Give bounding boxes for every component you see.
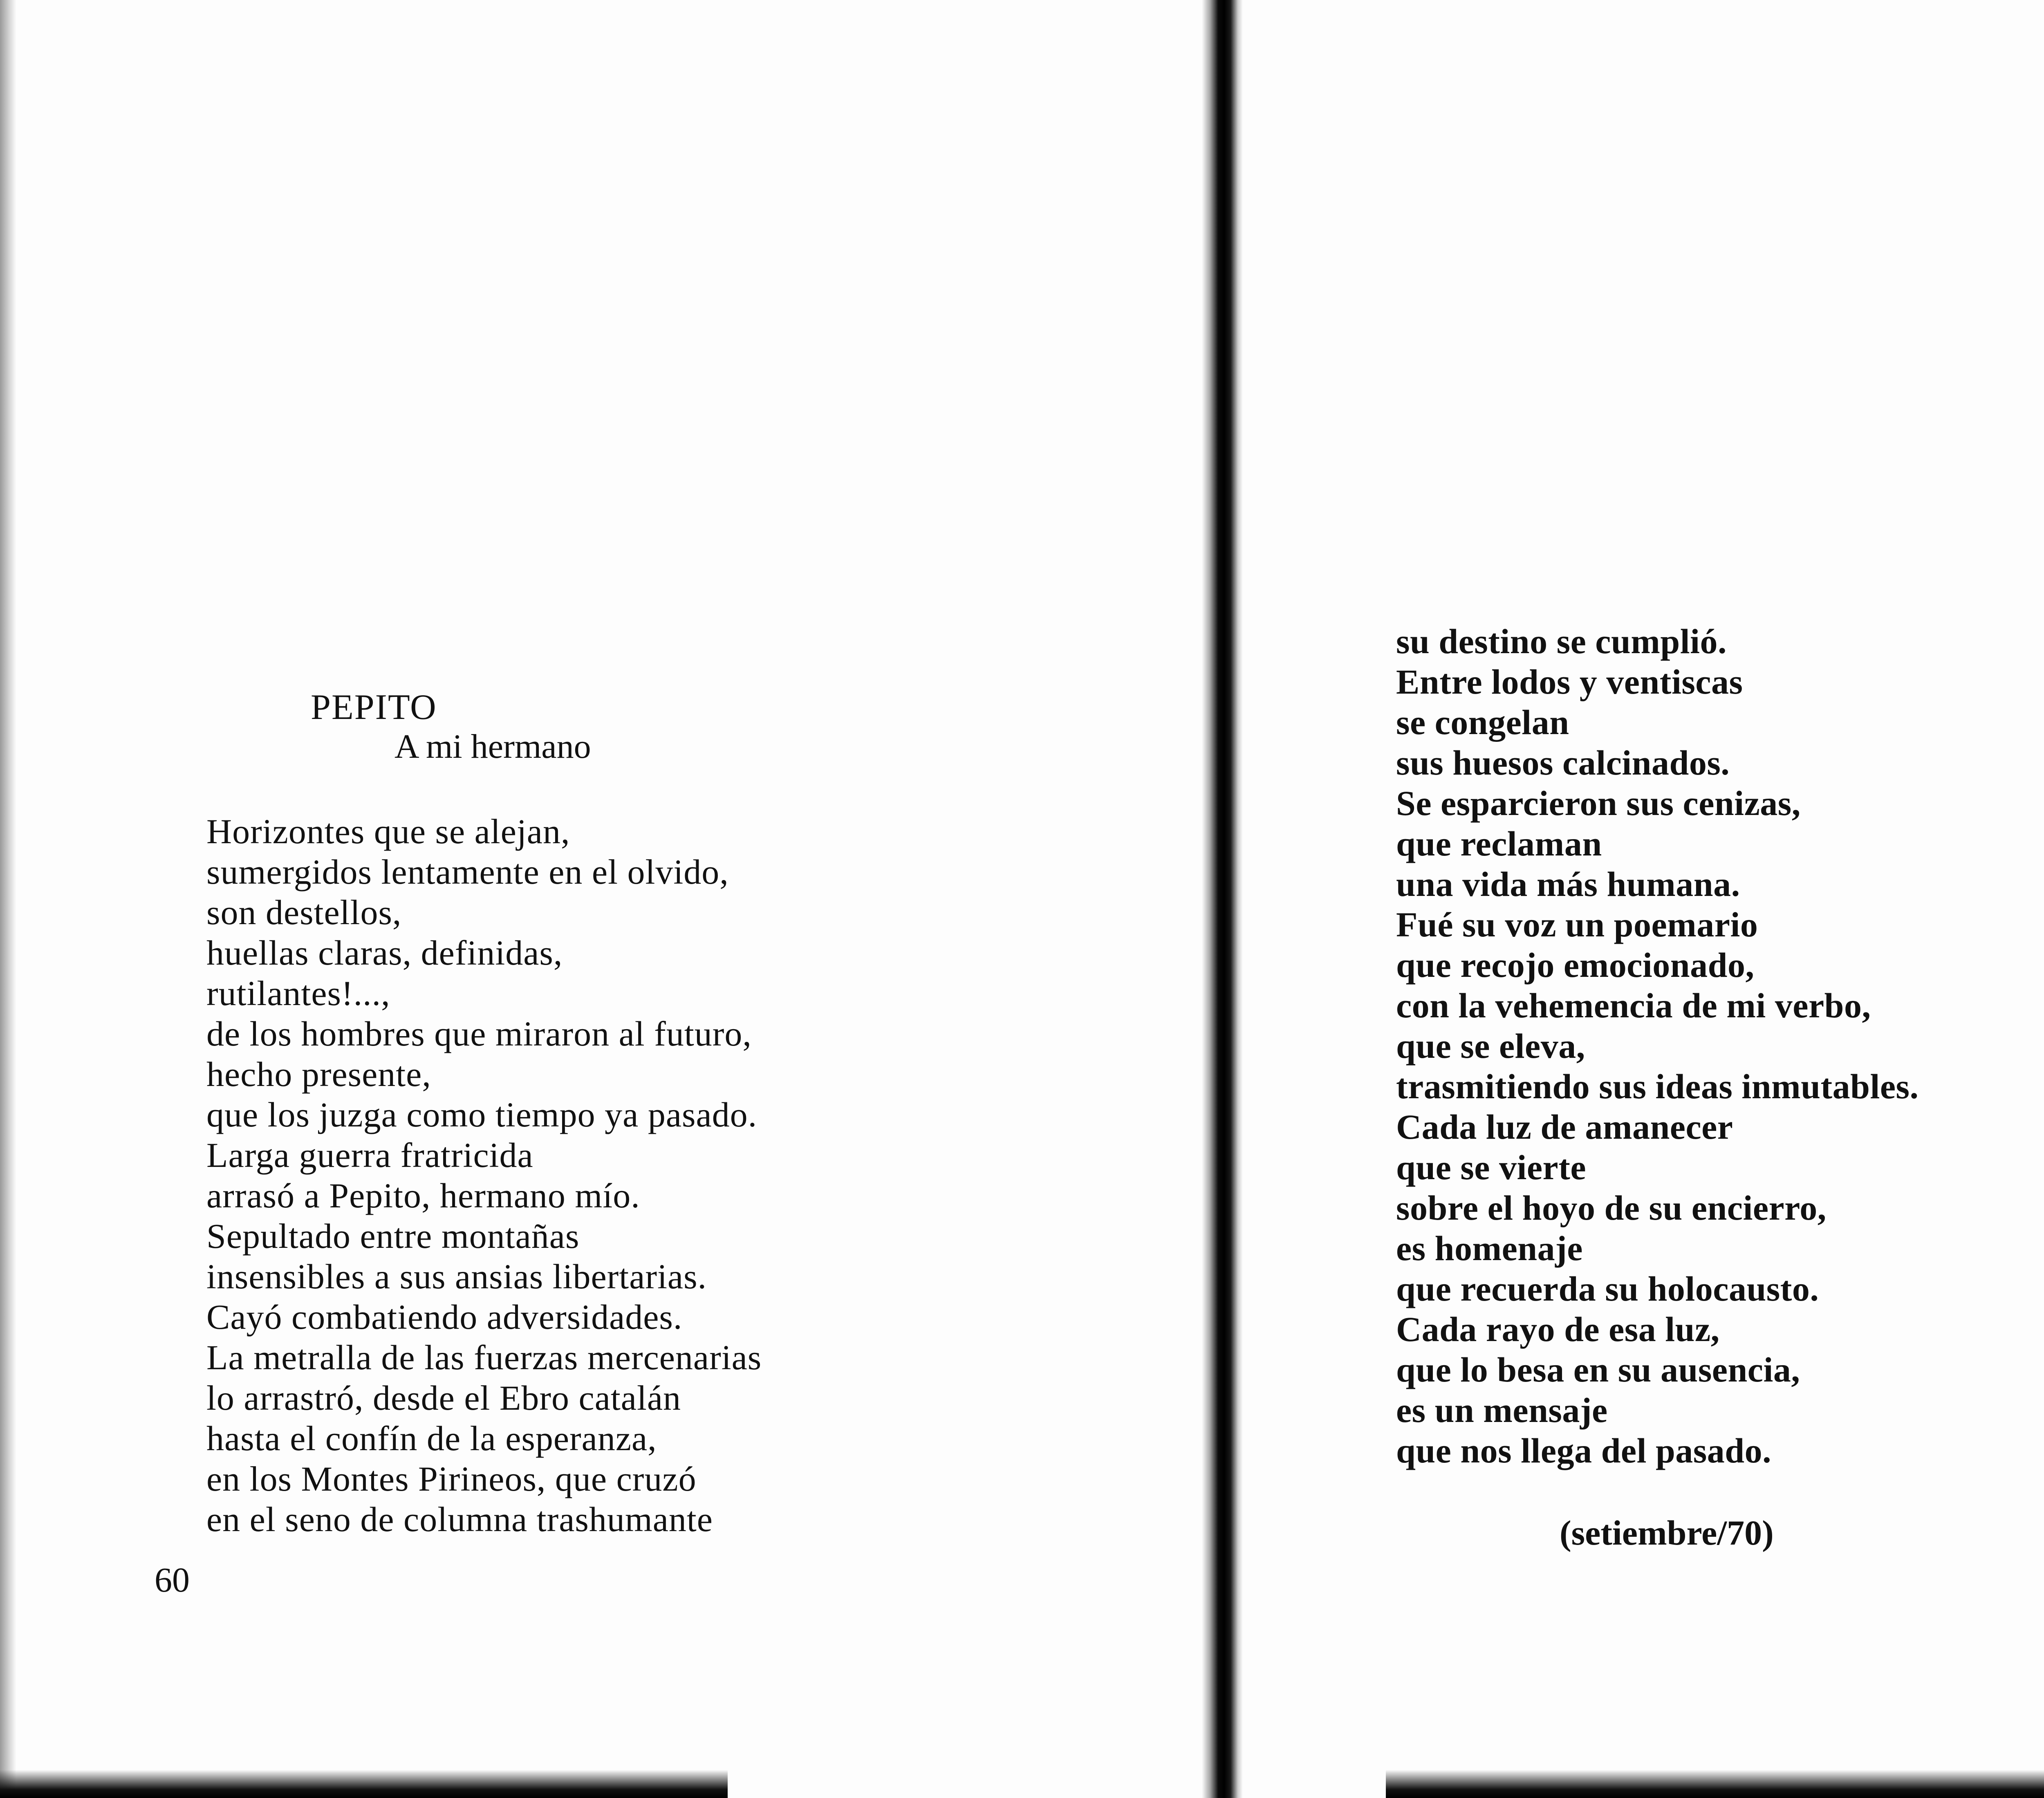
poem-line: una vida más humana. <box>1396 864 1740 904</box>
poem-line: Larga guerra fratricida <box>206 1135 533 1175</box>
poem-line: es un mensaje <box>1396 1390 1608 1430</box>
poem-line: hasta el confín de la esperanza, <box>206 1419 657 1458</box>
poem-line: en los Montes Pirineos, que cruzó <box>206 1459 697 1498</box>
poem-dedication: A mi hermano <box>394 728 591 766</box>
page-bottom-shadow <box>0 1770 728 1798</box>
poem-line: es homenaje <box>1396 1229 1583 1268</box>
page-number-left: 60 <box>155 1560 190 1599</box>
poem-line: sumergidos lentamente en el olvido, <box>206 852 729 891</box>
poem-line: con la vehemencia de mi verbo, <box>1396 986 1871 1025</box>
poem-line: Fué su voz un poemario <box>1396 905 1758 944</box>
poem-title: PEPITO <box>311 687 437 727</box>
poem-line: que reclaman <box>1396 824 1602 863</box>
poem-line: que nos llega del pasado. <box>1396 1431 1772 1470</box>
poem-line: que se vierte <box>1396 1148 1587 1187</box>
page-bottom-shadow <box>1386 1770 2044 1798</box>
poem-line: que los juzga como tiempo ya pasado. <box>206 1095 758 1134</box>
poem-line: sus huesos calcinados. <box>1396 743 1730 782</box>
poem-line: Sepultado entre montañas <box>206 1216 580 1256</box>
page-edge-shadow <box>0 0 16 1798</box>
poem-line: arrasó a Pepito, hermano mío. <box>206 1176 640 1215</box>
poem-line: Horizontes que se alejan, <box>206 812 570 851</box>
poem-line: Cada luz de amanecer <box>1396 1107 1733 1146</box>
poem-text-right <box>1396 621 1919 1471</box>
poem-line: que se eleva, <box>1396 1026 1585 1066</box>
poem-line: se congelan <box>1396 703 1569 742</box>
poem-date: (setiembre/70) <box>1560 1513 1774 1552</box>
poem-line: Entre lodos y ventiscas <box>1396 662 1743 701</box>
poem-line: Cada rayo de esa luz, <box>1396 1310 1720 1349</box>
poem-line: en el seno de columna trashumante <box>206 1500 713 1539</box>
book-gutter-shadow <box>1202 0 1243 1798</box>
poem-line: hecho presente, <box>206 1055 431 1094</box>
poem-line: su destino se cumplió. <box>1396 622 1727 661</box>
poem-line: lo arrastró, desde el Ebro catalán <box>206 1378 681 1417</box>
poem-line: que lo besa en su ausencia, <box>1396 1350 1800 1389</box>
poem-line: que recojo emocionado, <box>1396 945 1755 985</box>
poem-line: rutilantes!..., <box>206 974 390 1013</box>
poem-line: son destellos, <box>206 893 402 932</box>
poem-line: Cayó combatiendo adversidades. <box>206 1297 683 1337</box>
poem-line: Se esparcieron sus cenizas, <box>1396 784 1801 823</box>
poem-line: huellas claras, definidas, <box>206 933 563 972</box>
poem-line: insensibles a sus ansias libertarias. <box>206 1257 707 1296</box>
poem-line: trasmitiendo sus ideas inmutables. <box>1396 1067 1919 1106</box>
poem-text-left <box>206 811 762 1540</box>
poem-line: sobre el hoyo de su encierro, <box>1396 1188 1827 1227</box>
poem-line: La metralla de las fuerzas mercenarias <box>206 1338 762 1377</box>
poem-line: de los hombres que miraron al futuro, <box>206 1014 752 1053</box>
poem-line: que recuerda su holocausto. <box>1396 1269 1819 1308</box>
